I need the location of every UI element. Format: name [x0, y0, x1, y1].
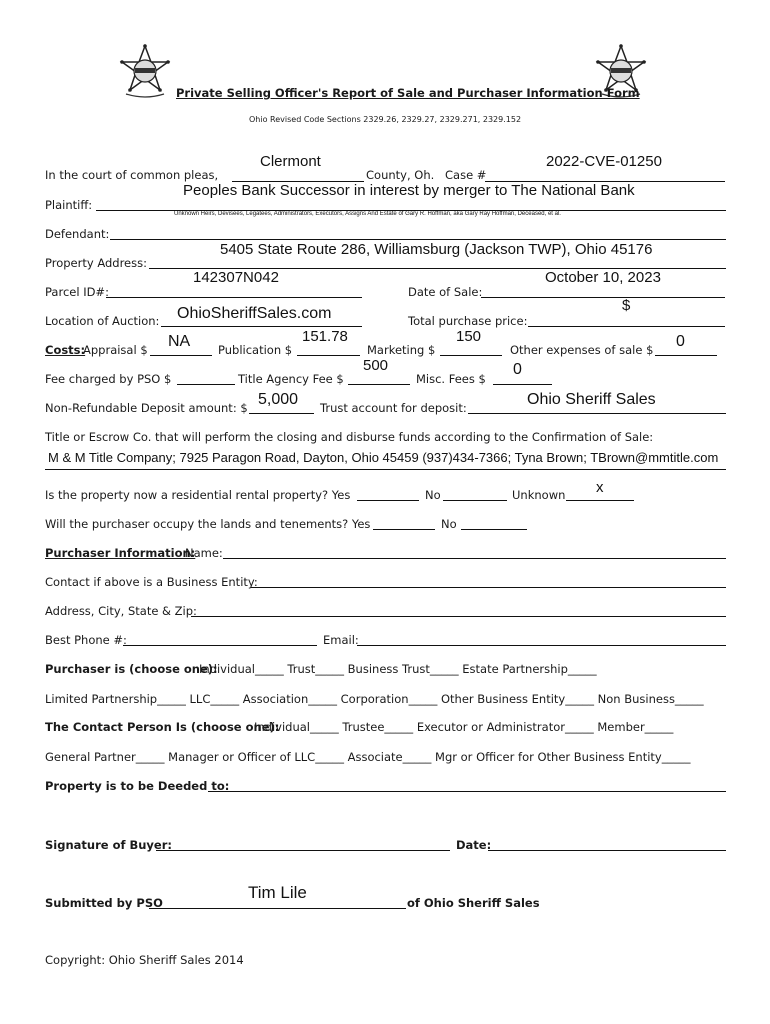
- deposit-field[interactable]: 5,000: [258, 391, 299, 408]
- business-contact-label: Contact if above is a Business Entity:: [45, 575, 258, 589]
- trust-line: [468, 413, 726, 414]
- other-expenses-line: [655, 355, 717, 356]
- deposit-line: [249, 413, 314, 414]
- submitted-by-line: [149, 908, 406, 909]
- phone-line[interactable]: [123, 645, 317, 646]
- phone-label: Best Phone #:: [45, 633, 127, 647]
- signature-date-line[interactable]: [488, 850, 726, 851]
- deposit-label: Non-Refundable Deposit amount: $: [45, 401, 248, 415]
- total-price-line: [528, 326, 725, 327]
- defendant-line: [110, 239, 726, 240]
- pso-name-field[interactable]: Tim Lile: [248, 883, 307, 902]
- publication-label: Publication $: [218, 343, 293, 357]
- total-price-label: Total purchase price:: [408, 314, 528, 328]
- deeded-to-line[interactable]: [208, 791, 726, 792]
- fee-pso-label: Fee charged by PSO $: [45, 372, 172, 386]
- purchaser-info-heading: Purchaser Information:: [45, 546, 196, 560]
- costs-label: Costs:: [45, 343, 86, 357]
- of-ohio-sheriff-sales-label: of Ohio Sheriff Sales: [407, 896, 540, 910]
- address-line[interactable]: [191, 616, 726, 617]
- location-line: [161, 326, 362, 327]
- occupy-question-label: Will the purchaser occupy the lands and tenements? Yes: [45, 517, 371, 531]
- purchaser-type-label: Purchaser is (choose one):: [45, 662, 218, 676]
- publication-field[interactable]: 151.78: [302, 328, 348, 345]
- misc-fees-label: Misc. Fees $: [416, 372, 486, 386]
- deeded-to-label: Property is to be Deeded to:: [45, 779, 230, 793]
- form-title: Private Selling Officer's Report of Sale and Purchaser Information Form: [176, 86, 640, 100]
- court-label: In the court of common pleas,: [45, 168, 219, 182]
- copyright-text: Copyright: Ohio Sheriff Sales 2014: [45, 953, 244, 967]
- escrow-line: [45, 469, 726, 470]
- case-number-field[interactable]: 2022-CVE-01250: [546, 153, 662, 170]
- plaintiff-field[interactable]: Peoples Bank Successor in interest by merger to The National Bank: [183, 182, 635, 199]
- other-expenses-label: Other expenses of sale $: [510, 343, 654, 357]
- signature-date-label: Date:: [456, 838, 492, 852]
- business-contact-line[interactable]: [251, 587, 726, 588]
- property-address-field[interactable]: 5405 State Route 286, Williamsburg (Jackson TWP), Ohio 45176: [220, 241, 653, 258]
- location-field[interactable]: OhioSheriffSales.com: [177, 305, 332, 322]
- occupy-no-line: [461, 529, 527, 530]
- sheriff-badge-left-icon: [118, 44, 172, 100]
- form-subtitle: Ohio Revised Code Sections 2329.26, 2329.27, 2329.271, 2329.152: [249, 115, 522, 124]
- purchaser-type-options-1[interactable]: Individual_____ Trust_____ Business Trust_____ Estate Partnership_____: [199, 662, 597, 676]
- misc-fees-line: [493, 384, 552, 385]
- appraisal-field[interactable]: NA: [168, 333, 191, 350]
- title-agency-label: Title Agency Fee $: [238, 372, 344, 386]
- email-label: Email:: [323, 633, 359, 647]
- occupy-no-label: No: [441, 517, 457, 531]
- defendant-field[interactable]: Unknown Heirs, Devisees, Legatees, Administrators, Executors, Assigns And Estate of Gary R. Hoffman, aka Gary Ray Hoffman, Deceased, et al.: [174, 211, 561, 217]
- trust-label: Trust account for deposit:: [320, 401, 467, 415]
- rental-unknown-mark[interactable]: x: [596, 479, 604, 496]
- rental-no-label: No: [425, 488, 441, 502]
- location-label: Location of Auction:: [45, 314, 160, 328]
- purchaser-name-line[interactable]: [223, 558, 726, 559]
- parcel-line: [106, 297, 362, 298]
- other-expenses-field[interactable]: 0: [676, 333, 685, 350]
- date-of-sale-field[interactable]: October 10, 2023: [545, 269, 661, 286]
- signature-line[interactable]: [156, 850, 450, 851]
- title-agency-field[interactable]: 500: [363, 357, 389, 374]
- address-label: Address, City, State & Zip:: [45, 604, 197, 618]
- defendant-label: Defendant:: [45, 227, 110, 241]
- publication-line: [297, 355, 360, 356]
- property-address-label: Property Address:: [45, 256, 147, 270]
- email-line[interactable]: [357, 645, 726, 646]
- plaintiff-label: Plaintiff:: [45, 198, 93, 212]
- county-field[interactable]: Clermont: [260, 153, 321, 170]
- marketing-label: Marketing $: [367, 343, 436, 357]
- parcel-field[interactable]: 142307N042: [193, 269, 279, 286]
- rental-question-label: Is the property now a residential rental property? Yes: [45, 488, 351, 502]
- escrow-label: Title or Escrow Co. that will perform the closing and disburse funds according to the Confirmation of Sale:: [45, 430, 654, 444]
- signature-label: Signature of Buyer:: [45, 838, 172, 852]
- marketing-line: [440, 355, 502, 356]
- parcel-label: Parcel ID#:: [45, 285, 109, 299]
- title-agency-line: [348, 384, 410, 385]
- rental-yes-line: [357, 500, 419, 501]
- purchaser-name-label: Name:: [185, 546, 223, 560]
- rental-no-line: [443, 500, 507, 501]
- trust-field[interactable]: Ohio Sheriff Sales: [527, 391, 656, 408]
- fee-pso-line: [177, 384, 235, 385]
- total-price-field[interactable]: $: [622, 297, 631, 314]
- contact-type-options-1[interactable]: Individual_____ Trustee_____ Executor or Administrator_____ Member_____: [254, 720, 674, 734]
- contact-type-label: The Contact Person Is (choose one):: [45, 720, 280, 734]
- escrow-field[interactable]: M & M Title Company; 7925 Paragon Road, Dayton, Ohio 45459 (937)434-7366; Tyna Brown; TBrown@mmtitle.com: [48, 450, 719, 465]
- misc-fees-field[interactable]: 0: [513, 361, 522, 378]
- marketing-field[interactable]: 150: [456, 328, 482, 345]
- rental-unknown-label: Unknown: [512, 488, 566, 502]
- date-of-sale-label: Date of Sale:: [408, 285, 483, 299]
- submitted-by-label: Submitted by PSO: [45, 896, 163, 910]
- rental-unknown-line: [566, 500, 634, 501]
- occupy-yes-line: [373, 529, 435, 530]
- county-suffix-label: County, Oh.: [366, 168, 435, 182]
- contact-type-options-2[interactable]: General Partner_____ Manager or Officer of LLC_____ Associate_____ Mgr or Officer for Other Business Entity_____: [45, 750, 691, 764]
- appraisal-line: [150, 355, 212, 356]
- case-label: Case #: [445, 168, 487, 182]
- appraisal-label: Appraisal $: [83, 343, 148, 357]
- purchaser-type-options-2[interactable]: Limited Partnership_____ LLC_____ Association_____ Corporation_____ Other Business Entity_____ Non Business_____: [45, 692, 704, 706]
- date-of-sale-line: [481, 297, 725, 298]
